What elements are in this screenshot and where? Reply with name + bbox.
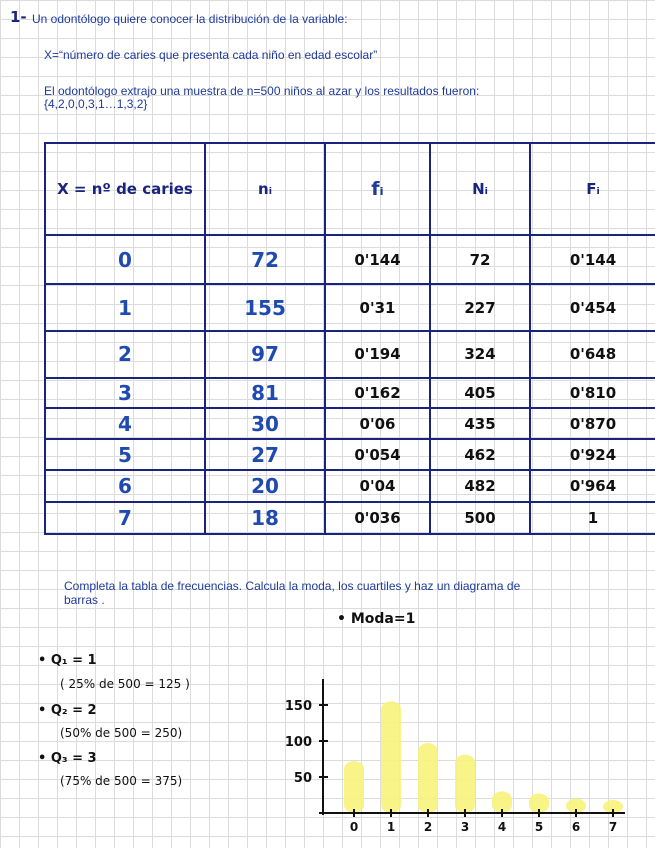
exercise-number: 1- — [10, 8, 27, 26]
x-tick-label: 6 — [571, 820, 581, 834]
table-header-row — [45, 143, 655, 235]
header-Fi: Fᵢ — [530, 143, 655, 235]
cell-Ni: 405 — [430, 378, 530, 409]
cell-Ni: 462 — [430, 439, 530, 470]
q1-note: ( 25% de 500 = 125 ) — [60, 677, 190, 691]
cell-x: 0 — [45, 235, 205, 284]
bar — [455, 755, 475, 813]
table-row — [45, 331, 655, 377]
cell-x: 2 — [45, 331, 205, 377]
cell-fi: 0'144 — [325, 235, 430, 284]
cell-fi: 0'31 — [325, 284, 430, 331]
table-row — [45, 439, 655, 470]
exercise-intro: Un odontólogo quiere conocer la distribución de la variable: — [32, 12, 348, 26]
cell-Ni: 435 — [430, 408, 530, 439]
cell-Fi: 0'924 — [530, 439, 655, 470]
header-ni: nᵢ — [205, 143, 325, 235]
frequency-table-body — [45, 143, 655, 534]
cell-x: 1 — [45, 284, 205, 331]
x-tick-label: 3 — [460, 820, 470, 834]
cell-fi: 0'06 — [325, 408, 430, 439]
header-fi: fᵢ — [325, 143, 430, 235]
table-row — [45, 408, 655, 439]
x-tick-label: 1 — [386, 820, 396, 834]
table-row — [45, 284, 655, 331]
cell-fi: 0'054 — [325, 439, 430, 470]
header-Ni: Nᵢ — [430, 143, 530, 235]
bar-chart — [270, 665, 630, 843]
x-tick-label: 7 — [608, 820, 618, 834]
q2-note: (50% de 500 = 250) — [60, 726, 183, 740]
moda-answer: • Moda=1 — [337, 611, 416, 627]
table-row — [45, 378, 655, 409]
cell-x: 3 — [45, 378, 205, 409]
cell-Fi: 0'810 — [530, 378, 655, 409]
cell-Fi: 0'964 — [530, 470, 655, 502]
q3-answer: • Q₃ = 3 — [38, 751, 97, 766]
cell-ni: 27 — [205, 439, 325, 470]
bar — [418, 743, 438, 813]
cell-ni: 18 — [205, 502, 325, 534]
cell-ni: 20 — [205, 470, 325, 502]
sample-description: El odontólogo extrajo una muestra de n=500 niños al azar y los resultados fueron: — [44, 84, 480, 98]
cell-Ni: 482 — [430, 470, 530, 502]
cell-fi: 0'04 — [325, 470, 430, 502]
cell-x: 5 — [45, 439, 205, 470]
x-tick-label: 2 — [423, 820, 433, 834]
cell-fi: 0'162 — [325, 378, 430, 409]
cell-Fi: 1 — [530, 502, 655, 534]
cell-fi: 0'194 — [325, 331, 430, 377]
cell-Ni: 72 — [430, 235, 530, 284]
bar — [344, 761, 364, 813]
cell-ni: 155 — [205, 284, 325, 331]
cell-Ni: 227 — [430, 284, 530, 331]
cell-Fi: 0'454 — [530, 284, 655, 331]
cell-Fi: 0'144 — [530, 235, 655, 284]
cell-ni: 72 — [205, 235, 325, 284]
y-tick-label: 100 — [284, 735, 312, 750]
cell-ni: 81 — [205, 378, 325, 409]
table-row — [45, 502, 655, 534]
q1-answer: • Q₁ = 1 — [38, 653, 97, 668]
instructions-line1: Completa la tabla de frecuencias. Calcula la moda, los cuartiles y haz un diagrama de — [64, 579, 521, 593]
x-tick-label: 0 — [349, 820, 359, 834]
cell-ni: 30 — [205, 408, 325, 439]
cell-x: 7 — [45, 502, 205, 534]
variable-definition: X=“número de caries que presenta cada niño en edad escolar” — [44, 48, 378, 62]
cell-x: 4 — [45, 408, 205, 439]
x-tick-label: 5 — [534, 820, 544, 834]
cell-x: 6 — [45, 470, 205, 502]
instructions-line2: barras . — [64, 593, 105, 607]
cell-ni: 97 — [205, 331, 325, 377]
cell-Ni: 324 — [430, 331, 530, 377]
header-x: X = nº de caries — [45, 143, 205, 235]
table-row — [45, 470, 655, 502]
x-tick-label: 4 — [497, 820, 507, 834]
y-tick-label: 150 — [284, 699, 312, 714]
bar — [381, 701, 401, 813]
cell-fi: 0'036 — [325, 502, 430, 534]
y-tick-label: 50 — [293, 771, 312, 786]
cell-Fi: 0'648 — [530, 331, 655, 377]
q3-note: (75% de 500 = 375) — [60, 774, 183, 788]
q2-answer: • Q₂ = 2 — [38, 703, 97, 718]
cell-Fi: 0'870 — [530, 408, 655, 439]
sample-values: {4,2,0,0,3,1…1,3,2} — [44, 97, 148, 111]
frequency-table — [44, 142, 655, 535]
cell-Ni: 500 — [430, 502, 530, 534]
table-row — [45, 235, 655, 284]
